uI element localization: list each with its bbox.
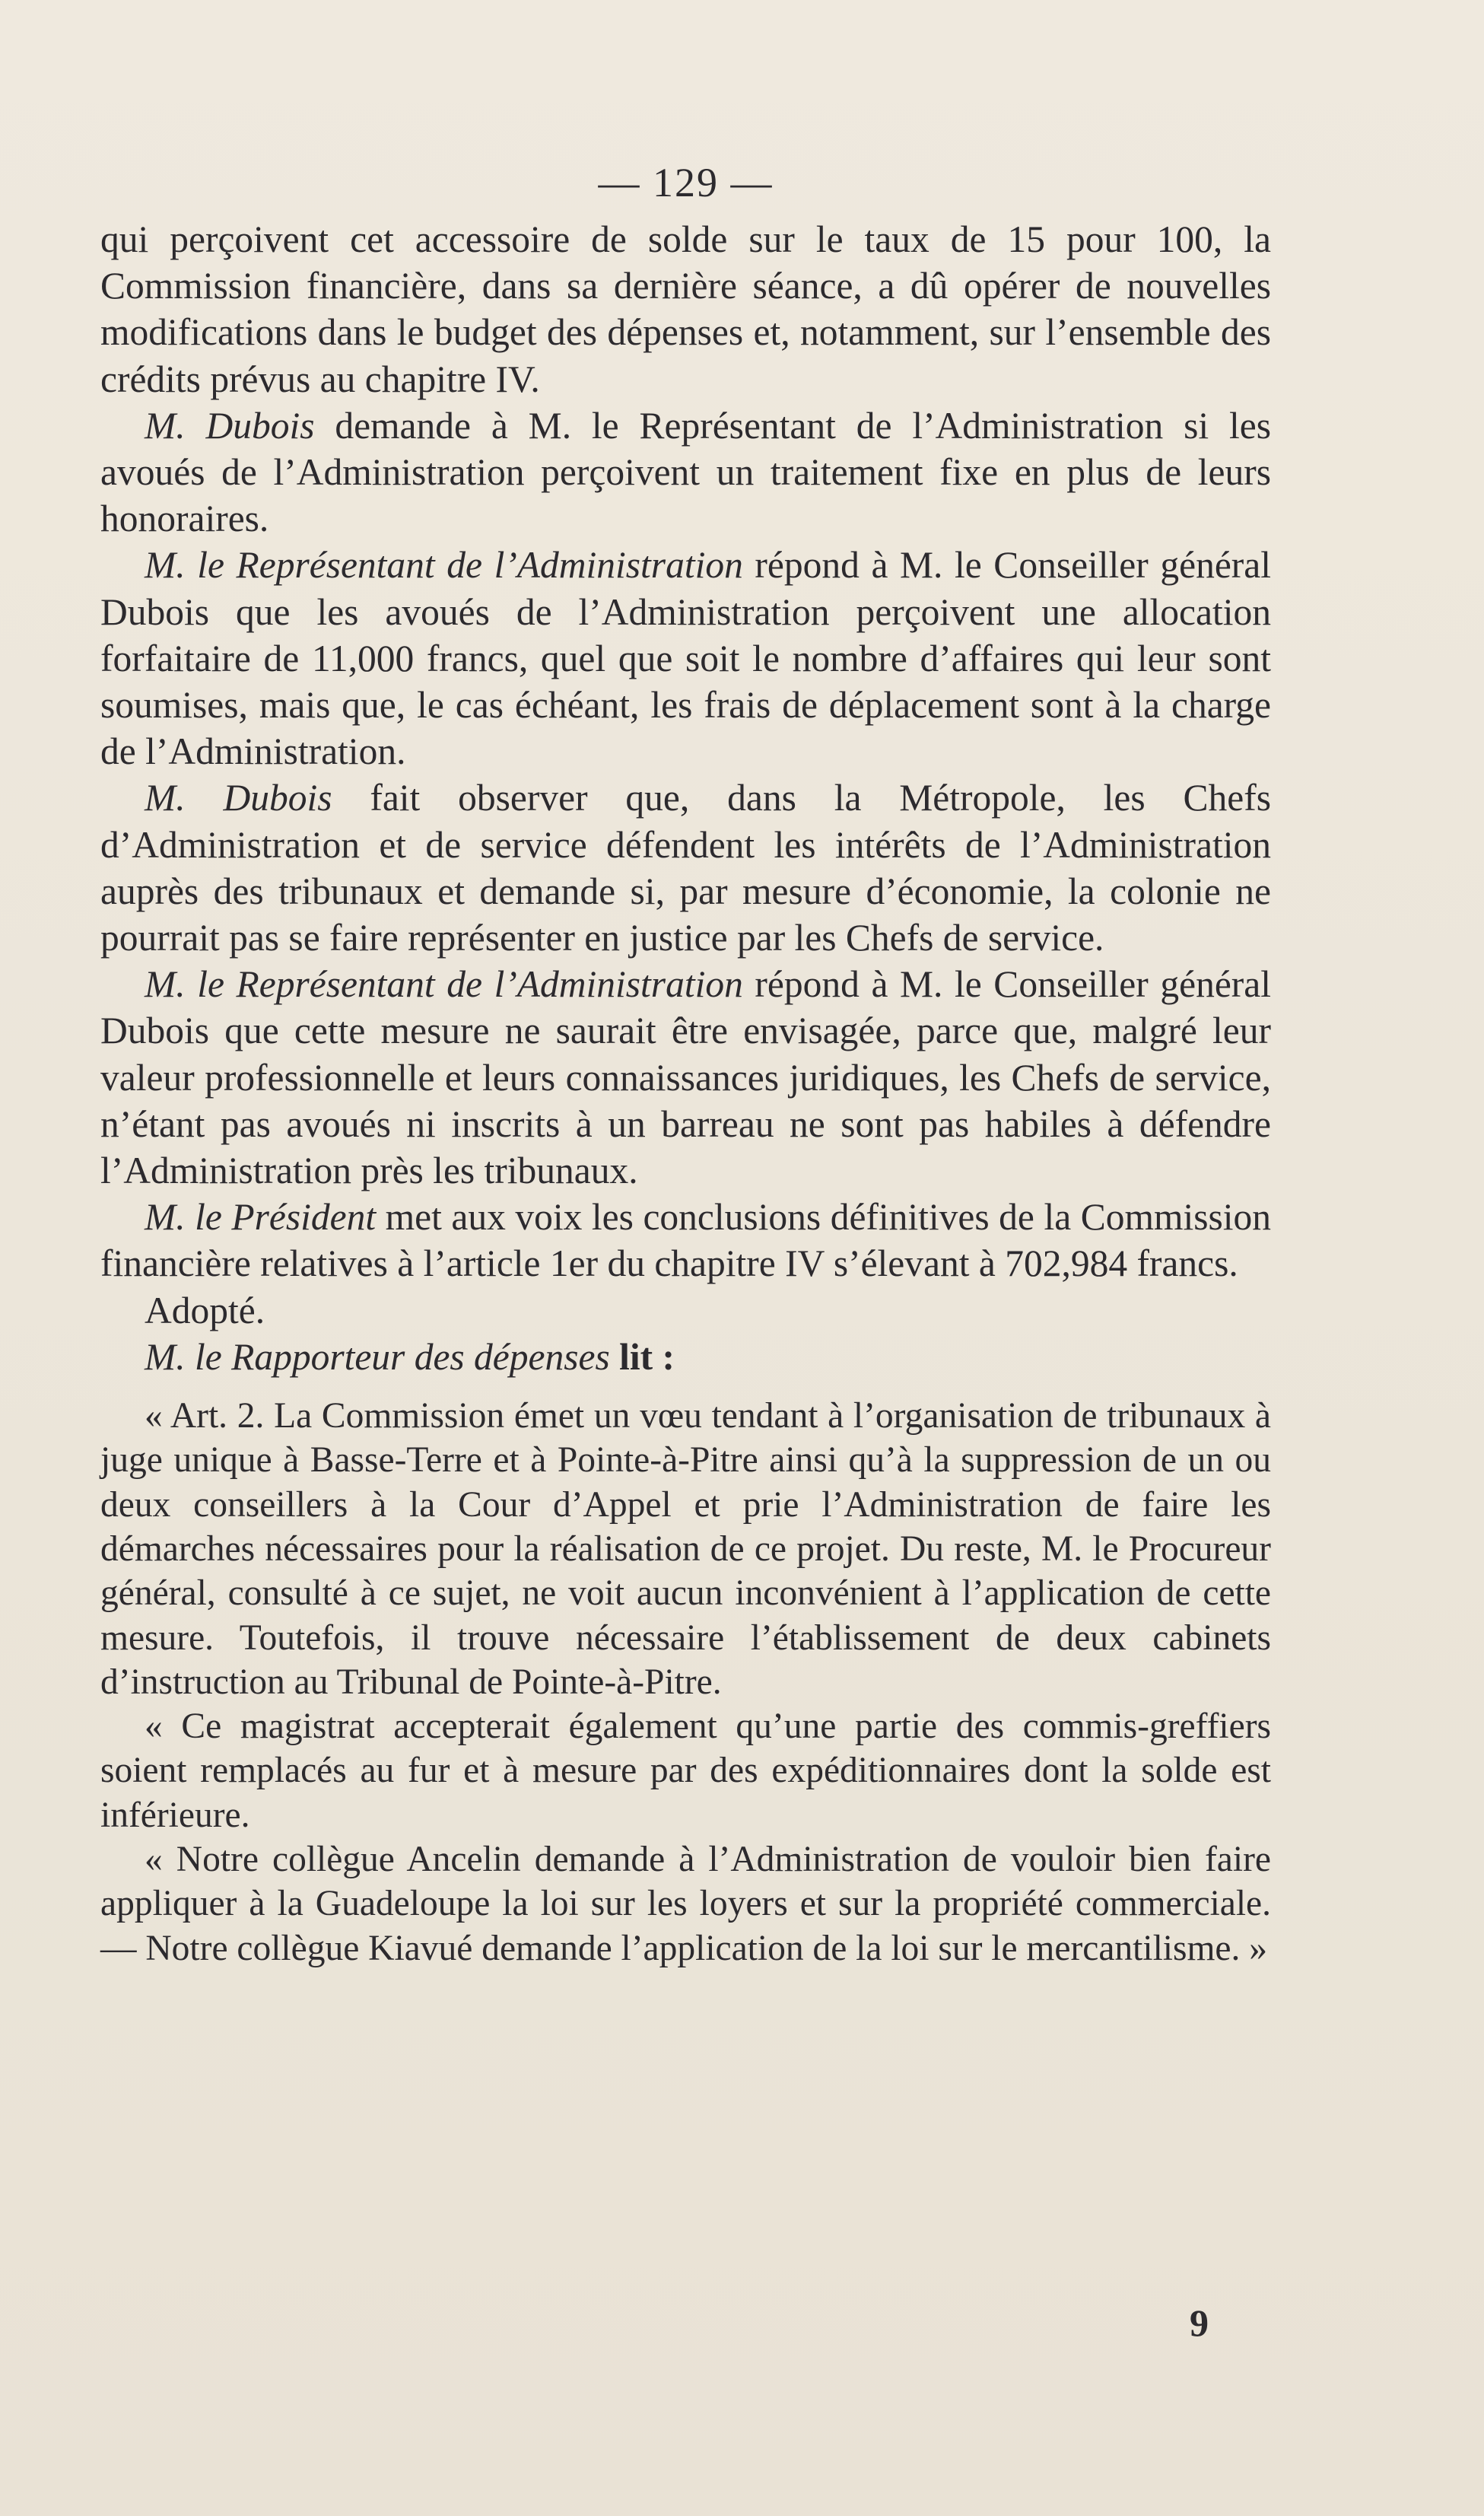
speaker: M. le Représentant de l’Administration [145, 544, 743, 587]
paragraph-text: « Art. 2. La Commission émet un vœu tendant à l’organisation de tribunaux à juge unique à Basse-Terre et à Pointe-à-Pitre ainsi qu’à la suppression de un ou deux conseillers à la Cour d’Appel et prie l’Administration de faire les démarches nécessaires pour la réalisation de ce projet. Du reste, M. le Procureur général, consulté à ce sujet, ne voit aucun inconvénient à l’application de cette mesure. Toutefois, il trouve nécessaire l’établissement de deux cabinets d’instruction au Tribunal de Pointe-à-Pitre. [100, 1396, 1271, 1702]
paragraph [100, 1287, 1271, 1334]
paragraph [100, 961, 1271, 1194]
paragraph [100, 402, 1271, 542]
paragraph-text: « Ce magistrat accepterait également qu’une partie des commis-greffiers soient remplacés au fur et à mesure par des expéditionnaires dont la solde est inférieure. [100, 1706, 1271, 1835]
quoted-paragraph [100, 1837, 1271, 1970]
speaker: M. le Président [145, 1196, 377, 1239]
paragraph [100, 216, 1271, 402]
paragraph-text: met aux voix les conclusions définitives de la Commission financière relatives à l’article 1er du chapitre IV s’élevant à 702,984 francs. [100, 1196, 1271, 1285]
paragraph-text: répond à M. le Conseiller général Dubois que cette mesure ne saurait être envisagée, parce que, malgré leur valeur professionnelle et leurs connaissances juridiques, les Chefs de service, n’étant pas avoués ni inscrits à un barreau ne sont pas habiles à défendre l’Administration près les tribunaux. [100, 963, 1271, 1192]
paragraph [100, 775, 1271, 961]
paragraph-text: qui perçoivent cet accessoire de solde sur le taux de 15 pour 100, la Commission financière, dans sa dernière séance, a dû opérer de nouvelles modifications dans le budget des dépenses et, notamment, sur l’ensemble des crédits prévus au chapitre IV. [100, 218, 1271, 400]
signature-folio: 9 [1190, 2301, 1209, 2344]
speaker: M. le Représentant de l’Administration [145, 963, 743, 1006]
paragraph [100, 542, 1271, 775]
paragraph [100, 1194, 1271, 1287]
paragraph-text: répond à M. le Conseiller général Dubois que les avoués de l’Administration perçoivent une allocation forfaitaire de 11,000 francs, quel que soit le nombre d’affaires qui leur sont soumises, mais que, le cas échéant, les frais de déplacement sont à la charge de l’Administration. [100, 544, 1271, 773]
speaker: M. Dubois [145, 777, 332, 819]
quoted-paragraph [100, 1704, 1271, 1837]
speaker: M. Dubois [145, 404, 315, 447]
paragraph-text: fait observer que, dans la Métropole, les Chefs d’Administration et de service défendent les intérêts de l’Administration auprès des tribunaux et demande si, par mesure d’économie, la colonie ne pourrait pas se faire représenter en justice par les Chefs de service. [100, 777, 1271, 959]
speaker: M. le Rapporteur des dépenses [145, 1335, 610, 1378]
paragraph-text: lit : [609, 1335, 675, 1378]
page-number-header: — 129 — [598, 160, 774, 205]
paragraph-text: « Notre collègue Ancelin demande à l’Administration de vouloir bien faire appliquer à la Guadeloupe la loi sur les loyers et sur la propriété commerciale. — Notre collègue Kiavué demande l’application de la loi sur le mercantilisme. » [100, 1840, 1271, 1968]
paragraph-text: demande à M. le Représentant de l’Administration si les avoués de l’Administration perçoivent un traitement fixe en plus de leurs honoraires. [100, 404, 1272, 540]
quoted-paragraph [100, 1394, 1271, 1704]
paragraph [100, 1334, 1271, 1380]
paragraph-text: Adopté. [145, 1289, 265, 1331]
